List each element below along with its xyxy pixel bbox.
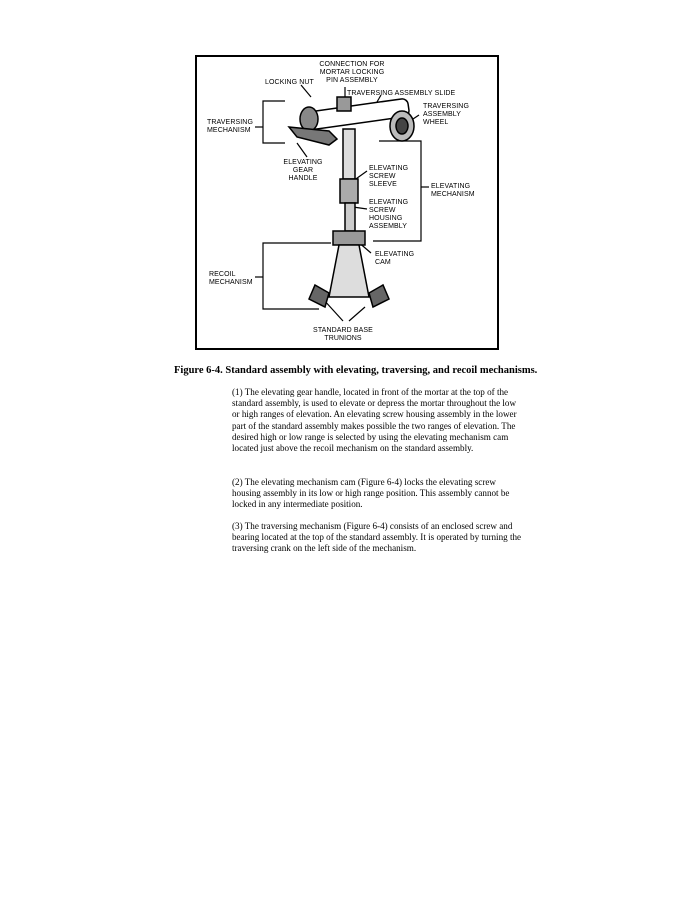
label-elevating-mechanism: ELEVATING MECHANISM [431,183,475,198]
label-connection-for-mortar-locking-pin: CONNECTION FOR MORTAR LOCKING PIN ASSEMBLY [319,61,385,84]
label-elevating-gear-handle: ELEVATING GEAR HANDLE [283,159,323,182]
label-standard-base-trunions: STANDARD BASE TRUNIONS [313,327,373,342]
figure-caption: Figure 6-4. Standard assembly with elevating, traversing, and recoil mechanisms. [174,365,538,376]
label-elevating-screw-housing-assembly: ELEVATING SCREW HOUSING ASSEMBLY [369,199,409,230]
label-recoil-mechanism: RECOIL MECHANISM [209,271,253,286]
paragraph-2: (2) The elevating mechanism cam (Figure 6-4) locks the elevating screw housing assembly in its low or high range position. This assembly cannot be locked in any intermediate position. [232,477,510,510]
label-elevating-screw-sleeve: ELEVATING SCREW SLEEVE [369,165,409,188]
paragraph-3: (3) The traversing mechanism (Figure 6-4) consists of an enclosed screw and bearing located at the top of the standard assembly. It is operated by turning the traversing crank on the left side of the mechanism. [232,521,522,554]
label-locking-nut: LOCKING NUT [265,79,314,86]
figure-6-4 [195,55,499,350]
label-traversing-assembly-slide: TRAVERSING ASSEMBLY SLIDE [347,90,456,97]
label-traversing-mechanism: TRAVERSING MECHANISM [207,119,253,134]
paragraph-1: (1) The elevating gear handle, located in front of the mortar at the top of the standard assembly, is used to elevate or depress the mortar throughout the low or high ranges of elevation. An elevating screw housing assembly in the lower part of the standard assembly makes possible the two ranges of elevation. The desired high or low range is selected by using the elevating mechanism cam located just above the recoil mechanism on the standard assembly. [232,387,517,454]
label-elevating-cam: ELEVATING CAM [375,251,415,266]
label-traversing-assembly-wheel: TRAVERSING ASSEMBLY WHEEL [423,103,469,126]
standard-assembly-illustration [197,57,497,348]
